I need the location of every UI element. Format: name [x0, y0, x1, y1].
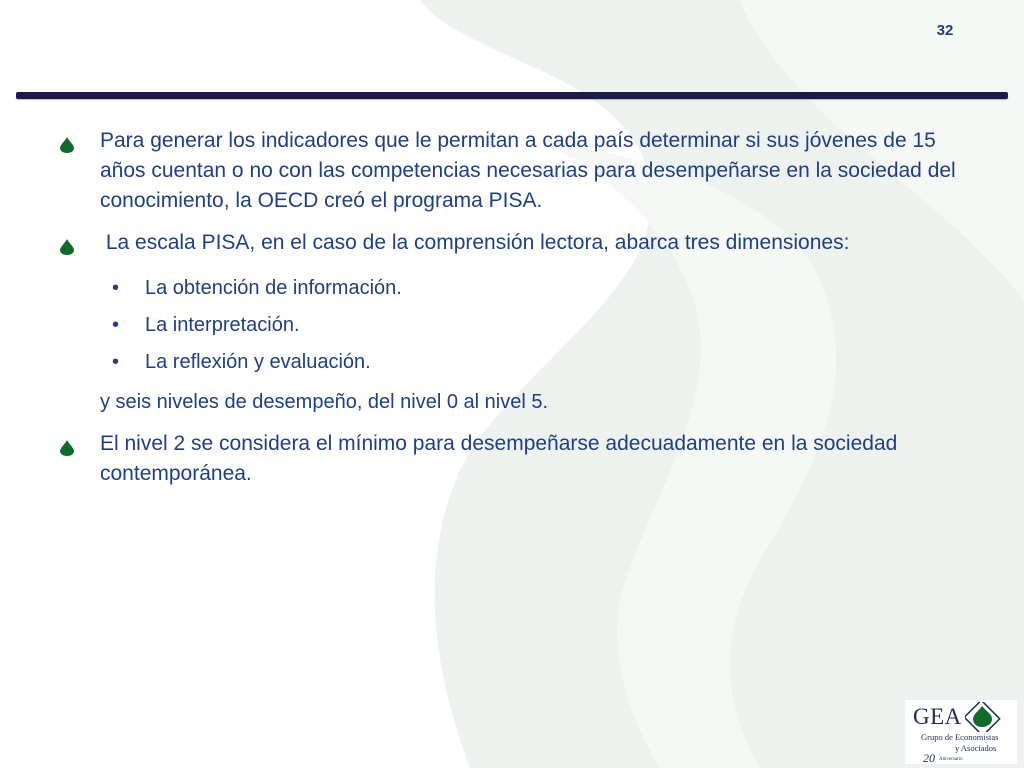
bullet-item: [60, 126, 980, 216]
logo-anniversary-text: Aniversario: [939, 757, 963, 762]
bullet-item: [60, 228, 980, 258]
slide-body: [60, 126, 980, 501]
bullet-text: El nivel 2 se considera el mínimo para desempeñarse adecuadamente en la sociedad contemporánea.: [100, 432, 898, 485]
bullet-dot-icon: •: [112, 314, 120, 336]
green-drop-icon: [60, 440, 74, 456]
page-number: 32: [936, 22, 954, 39]
sub-bullet-item: [60, 344, 980, 381]
green-drop-icon: [60, 137, 74, 153]
bullet-text: La escala PISA, en el caso de la comprensión lectora, abarca tres dimensiones:: [100, 231, 850, 254]
bullet-text: Para generar los indicadores que le permitan a cada país determinar si sus jóvenes de 15 años cuentan o no con las competencias necesarias para desempeñarse en la sociedad del conocimiento, la OECD creó el programa PISA.: [100, 129, 956, 212]
sub-bullet-list: [60, 270, 980, 381]
bullet-dot-icon: •: [112, 351, 120, 373]
logo-text-line2: y Asociados: [955, 743, 997, 753]
green-drop-icon: [60, 239, 74, 255]
sub-bullet-text: La reflexión y evaluación.: [145, 351, 371, 373]
bullet-item: [60, 429, 980, 489]
sub-bullet-item: [60, 307, 980, 344]
logo-text-line1: Grupo de Economistas: [921, 732, 999, 742]
header-rule-line: [16, 92, 1008, 99]
logo-emblem-icon: [965, 702, 1001, 732]
sub-bullet-text: La obtención de información.: [145, 277, 402, 299]
levels-text: y seis niveles de desempeño, del nivel 0 al nivel 5.: [100, 391, 549, 413]
logo-wordmark: GEA: [913, 704, 962, 729]
bullet-dot-icon: •: [112, 277, 120, 299]
sub-bullet-text: La interpretación.: [145, 314, 300, 336]
logo-anniversary-number: 20: [923, 751, 935, 765]
sub-bullet-item: [60, 270, 980, 307]
gea-logo: [905, 700, 1017, 764]
